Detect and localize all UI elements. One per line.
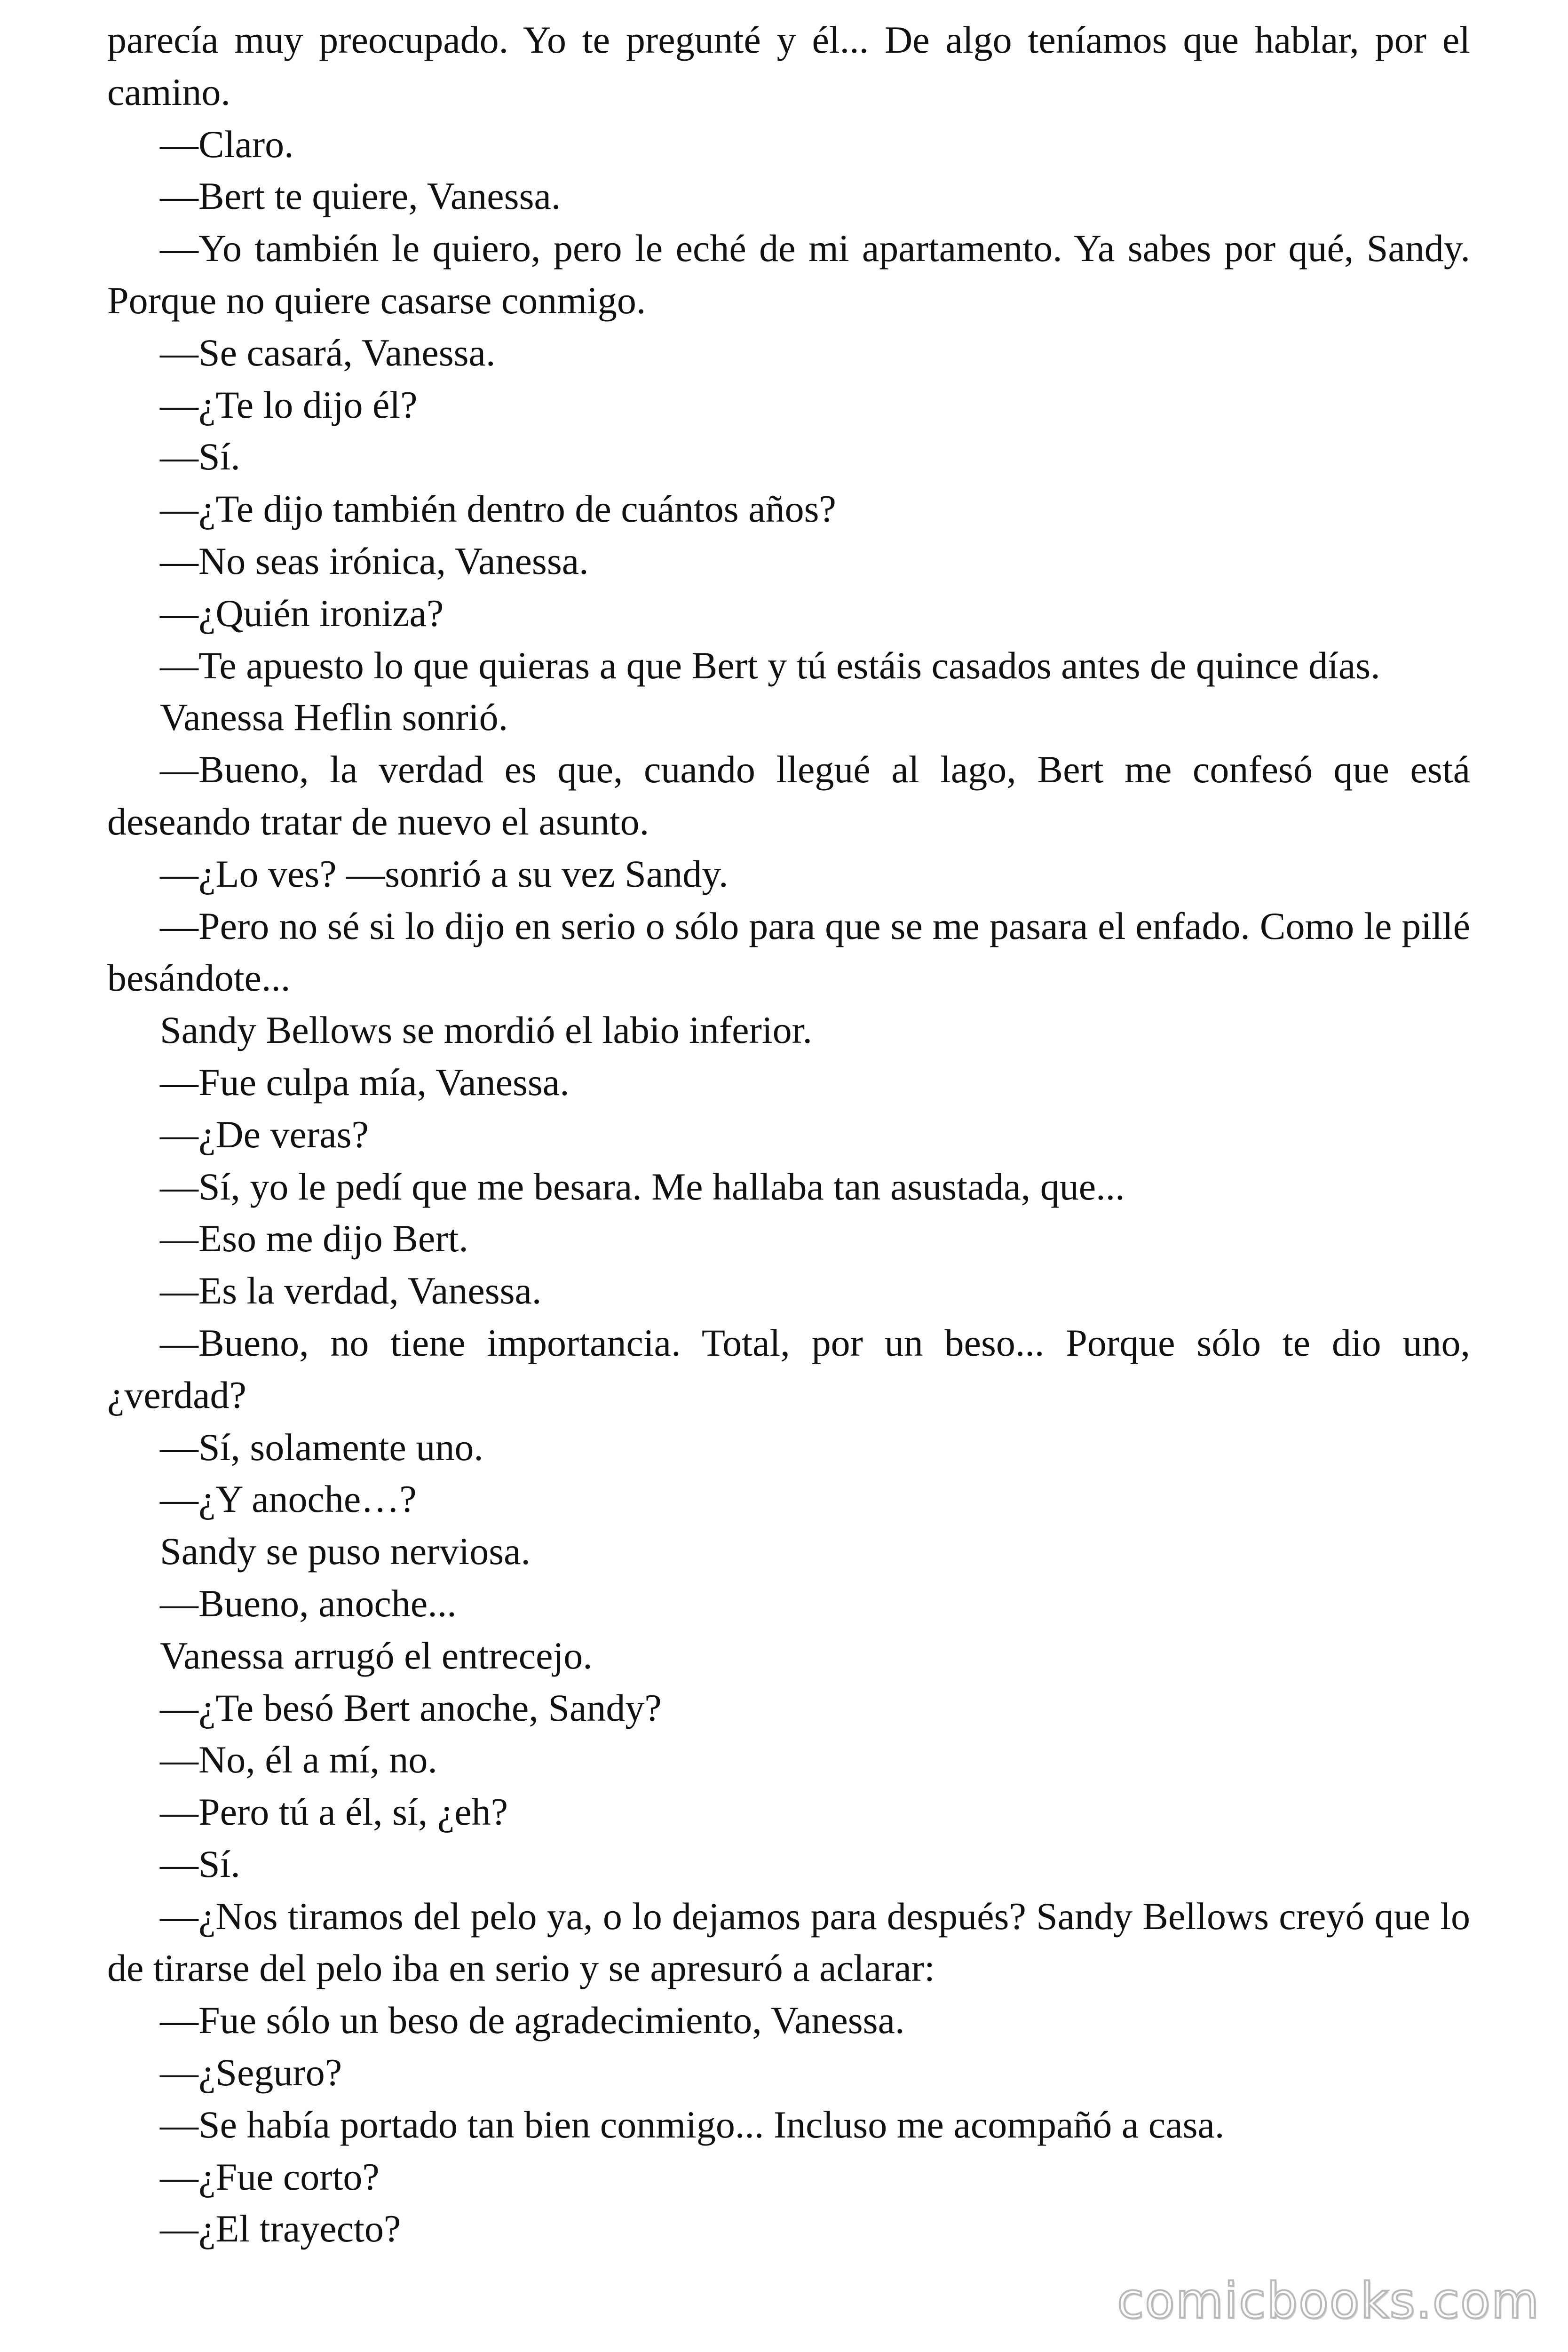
paragraph: —¿De veras? (160, 1112, 369, 1156)
paragraph: —Sí, yo le pedí que me besara. Me hallaba tan asustada, que... (160, 1165, 1125, 1208)
paragraph: —Bert te quiere, Vanessa. (160, 175, 561, 218)
paragraph: —No, él a mí, no. (160, 1738, 437, 1781)
paragraph: —Sí, solamente uno. (160, 1425, 483, 1469)
paragraph: —Fue sólo un beso de agradecimiento, Vanessa. (160, 1999, 905, 2042)
paragraph: —¿Te lo dijo él? (160, 383, 418, 426)
paragraph: —Bueno, no tiene importancia. Total, por un beso... Porque sólo te dio uno, ¿verdad? (107, 1321, 1470, 1416)
paragraph: parecía muy preocupado. Yo te pregunté y él... De algo teníamos que hablar, por el camino. (107, 18, 1470, 113)
paragraph: —Se había portado tan bien conmigo... Incluso me acompañó a casa. (160, 2103, 1225, 2146)
paragraph: —¿Te dijo también dentro de cuántos años? (160, 487, 836, 531)
paragraph: Sandy se puso nerviosa. (160, 1530, 531, 1573)
paragraph: —¿Te besó Bert anoche, Sandy? (160, 1686, 662, 1729)
paragraph: —¿Lo ves? —sonrió a su vez Sandy. (160, 852, 729, 895)
paragraph: —¿Quién ironiza? (160, 591, 444, 635)
paragraph: —Es la verdad, Vanessa. (160, 1269, 542, 1312)
paragraph: —No seas irónica, Vanessa. (160, 539, 589, 582)
paragraph: —Se casará, Vanessa. (160, 331, 496, 374)
paragraph: —Te apuesto lo que quieras a que Bert y tú estáis casados antes de quince días. (160, 644, 1380, 687)
watermark: comicbooks.com (1117, 2272, 1540, 2329)
paragraph: —Sí. (160, 435, 240, 478)
paragraph: —¿Nos tiramos del pelo ya, o lo dejamos para después? Sandy Bellows creyó que lo de tirarse del pelo iba en serio y se apresuró a aclarar: (107, 1894, 1470, 1990)
body-text (107, 14, 1470, 2255)
paragraph: —¿Seguro? (160, 2051, 342, 2094)
paragraph: —¿Y anoche…? (160, 1478, 417, 1521)
paragraph: —Bueno, anoche... (160, 1581, 457, 1625)
paragraph: —Yo también le quiero, pero le eché de mi apartamento. Ya sabes por qué, Sandy. Porque no quiere casarse conmigo. (107, 227, 1470, 322)
paragraph: —Eso me dijo Bert. (160, 1217, 468, 1260)
paragraph: —Pero tú a él, sí, ¿eh? (160, 1790, 508, 1834)
paragraph: Vanessa Heflin sonrió. (160, 696, 508, 739)
paragraph: —Sí. (160, 1842, 240, 1885)
paragraph: —¿El trayecto? (160, 2207, 401, 2250)
paragraph: Vanessa arrugó el entrecejo. (160, 1634, 593, 1677)
paragraph: —Claro. (160, 122, 294, 166)
paragraph: Sandy Bellows se mordió el labio inferior. (160, 1009, 812, 1052)
paragraph: —Bueno, la verdad es que, cuando llegué al lago, Bert me confesó que está deseando tratar de nuevo el asunto. (107, 748, 1470, 843)
paragraph: —Fue culpa mía, Vanessa. (160, 1060, 570, 1104)
paragraph: —¿Fue corto? (160, 2155, 380, 2198)
paragraph: —Pero no sé si lo dijo en serio o sólo para que se me pasara el enfado. Como le pillé besándote... (107, 904, 1470, 1000)
